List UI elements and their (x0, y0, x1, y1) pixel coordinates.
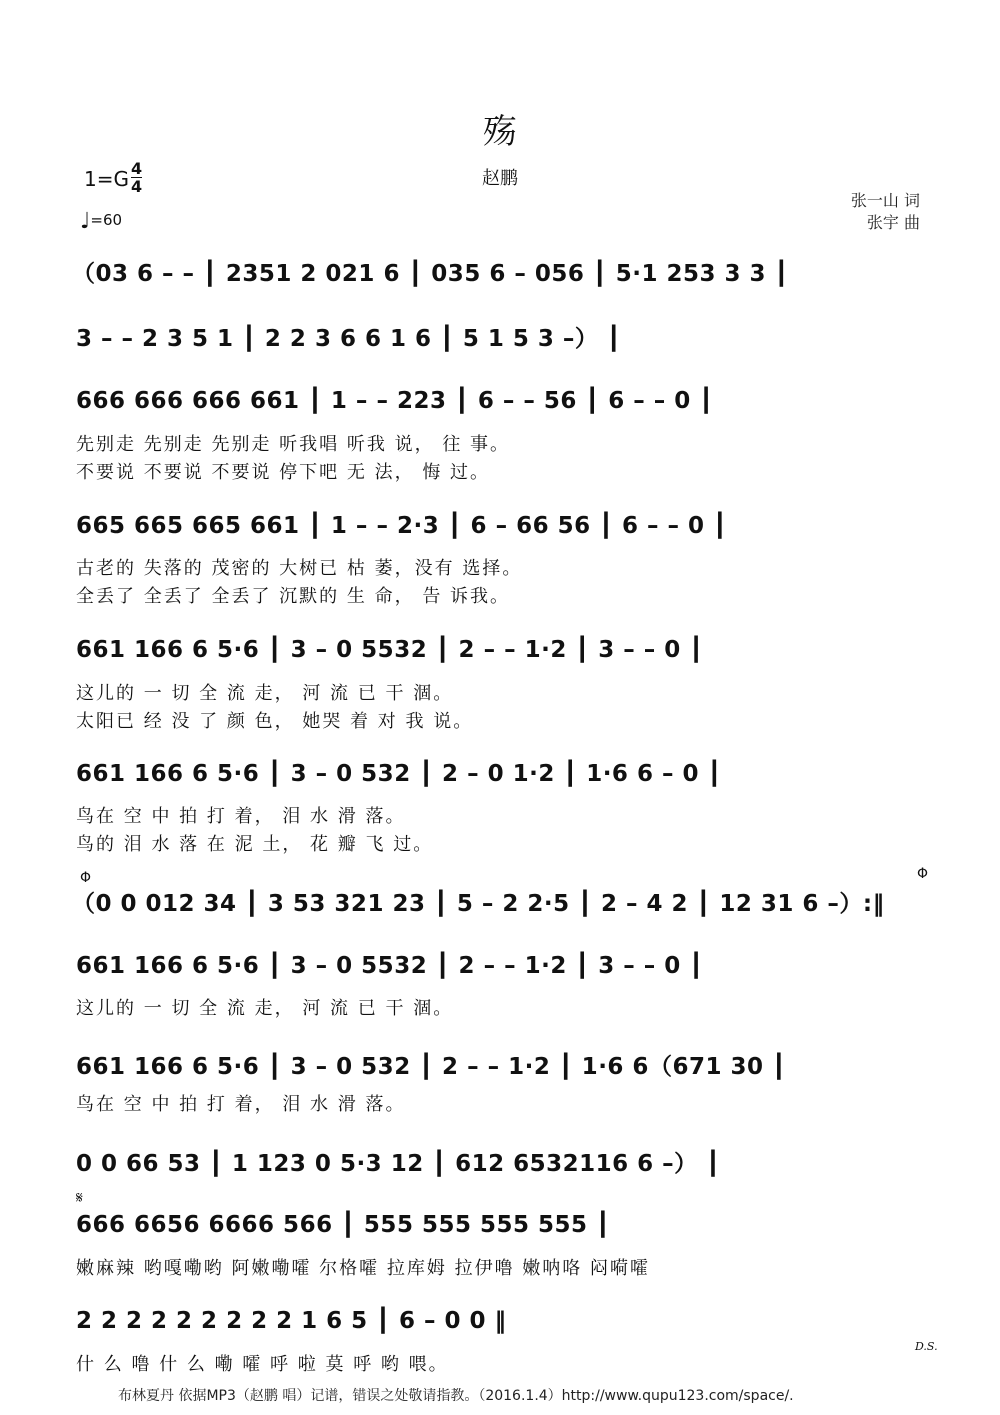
segno-icon: 𝄋 (76, 1188, 83, 1207)
key-label: 1=G (84, 167, 129, 191)
quarter-note-icon: ♩ (80, 209, 91, 234)
score-row-9: 661 166 6 5·6 ┃ 3 – 0 532 ┃ 2 – – 1·2 ┃ 1·6 6（671 30 ┃ (76, 1054, 787, 1080)
score-row-10: 0 0 66 53 ┃ 1 123 0 5·3 12 ┃ 612 6532116 6 –） ┃ (76, 1151, 721, 1177)
lyric-row-4b: 全丢了 全丢了 全丢了 沉默的 生 命， 告 诉我。 (76, 586, 511, 607)
score-row-6: 661 166 6 5·6 ┃ 3 – 0 532 ┃ 2 – 0 1·2 ┃ 1·6 6 – 0 ┃ (76, 761, 722, 787)
lyric-row-12: 什 么 噜 什 么 嘞 嚯 呼 啦 莫 呼 哟 喂。 (76, 1354, 449, 1375)
key-signature (84, 159, 143, 198)
score-row-3: 666 666 666 661 ┃ 1 – – 223 ┃ 6 – – 56 ┃ 6 – – 0 ┃ (76, 388, 714, 414)
score-row-4: 665 665 665 661 ┃ 1 – – 2·3 ┃ 6 – 66 56 ┃ 6 – – 0 ┃ (76, 513, 728, 539)
lyric-row-4a: 古老的 失落的 茂密的 大树已 枯 萎，没有 选择。 (76, 558, 523, 579)
score-row-7: （0 0 012 34 ┃ 3 53 321 23 ┃ 5 – 2 2·5 ┃ 2 – 4 2 ┃ 12 31 6 –）:‖ (72, 891, 885, 917)
lyric-row-5a: 这儿的 一 切 全 流 走， 河 流 已 干 涸。 (76, 683, 454, 704)
score-row-1: （03 6 – – ┃ 2351 2 021 6 ┃ 035 6 – 056 ┃ 5·1 253 3 3 ┃ (72, 261, 789, 287)
lyric-row-6b: 鸟的 泪 水 落 在 泥 土， 花 瓣 飞 过。 (76, 834, 434, 855)
singer-name: 赵鹏 (482, 168, 518, 189)
footer-note: 布林夏丹 依据MP3（赵鹏 唱）记谱，错误之处敬请指教。（2016.1.4）http://www.qupu123.com/space/. (118, 1388, 794, 1404)
coda-icon-end: Φ (917, 866, 929, 882)
lyric-row-11: 嫩麻辣 哟嘎嘞哟 阿嫩嘞嚯 尔格嚯 拉库姆 拉伊噜 嫩呐咯 闷嗬嚯 (76, 1258, 651, 1279)
score-row-12: 2 2 2 2 2 2 2 2 2 1 6 5 ┃ 6 – 0 0 ‖ (76, 1308, 507, 1334)
tempo-marking: ♩=60 (80, 209, 123, 234)
lyricist-credit: 张一山 词 (850, 191, 920, 210)
score-row-11: 666 6656 6666 566 ┃ 555 555 555 555 ┃ (76, 1212, 611, 1238)
lyric-row-3a: 先别走 先别走 先别走 听我唱 听我 说， 往 事。 (76, 434, 511, 455)
lyric-row-9: 鸟在 空 中 拍 打 着， 泪 水 滑 落。 (76, 1094, 406, 1115)
lyric-row-8: 这儿的 一 切 全 流 走， 河 流 已 干 涸。 (76, 998, 454, 1019)
score-row-8: 661 166 6 5·6 ┃ 3 – 0 5532 ┃ 2 – – 1·2 ┃ 3 – – 0 ┃ (76, 953, 704, 979)
lyric-row-6a: 鸟在 空 中 拍 打 着， 泪 水 滑 落。 (76, 806, 406, 827)
time-signature: $\frac{4}{4}$ (130, 159, 143, 196)
score-row-2: 3 – – 2 3 5 1 ┃ 2 2 3 6 6 1 6 ┃ 5 1 5 3 –） ┃ (76, 326, 622, 352)
ds-marking: D.S. (915, 1340, 938, 1353)
composer-credit: 张宇 曲 (866, 213, 920, 232)
song-title: 殇 (483, 112, 517, 152)
coda-icon: Φ (80, 870, 92, 886)
lyric-row-3b: 不要说 不要说 不要说 停下吧 无 法， 悔 过。 (76, 462, 491, 483)
score-row-5: 661 166 6 5·6 ┃ 3 – 0 5532 ┃ 2 – – 1·2 ┃ 3 – – 0 ┃ (76, 637, 704, 663)
lyric-row-5b: 太阳已 经 没 了 颜 色， 她哭 着 对 我 说。 (76, 711, 474, 732)
